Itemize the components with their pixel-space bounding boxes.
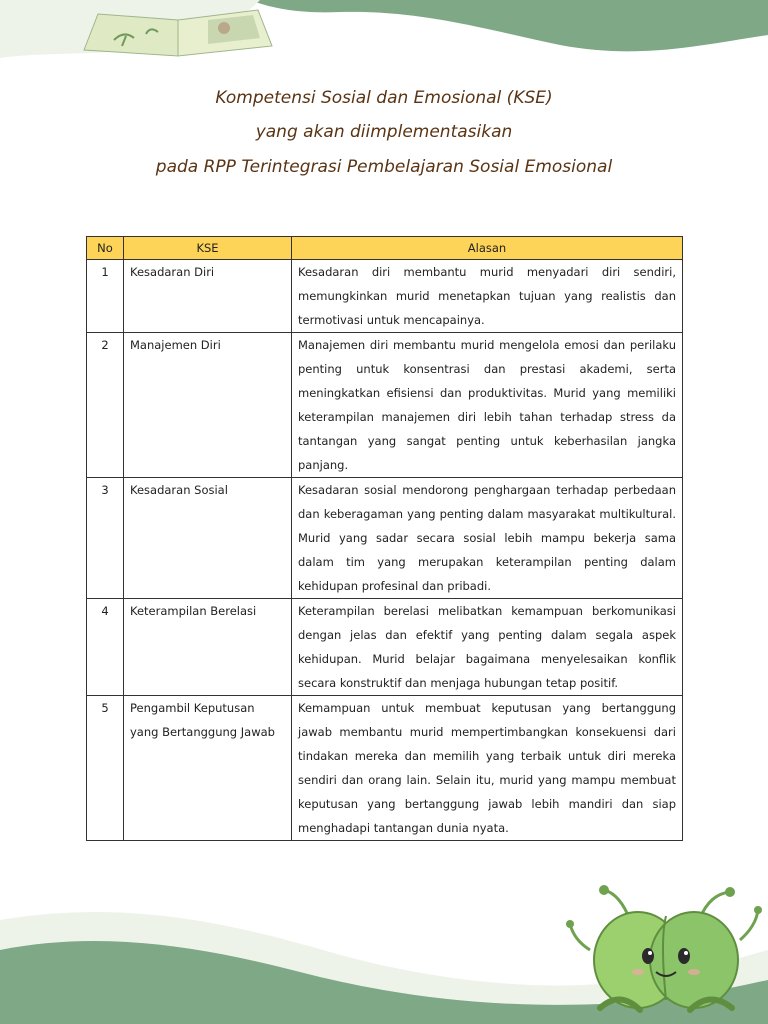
- row-no: 1: [87, 260, 124, 333]
- row-alasan: Kesadaran sosial mendorong penghargaan terhadap perbedaan dan keberagaman yang penting dalam masyarakat multikultural. Murid yang sadar secara sosial lebih mampu bekerja sama dalam tim yang merupakan keterampilan penting dalam kehidupan profesinal dan pribadi.: [292, 478, 683, 599]
- table-row: [87, 696, 683, 841]
- row-kse: Pengambil Keputusan yang Bertanggung Jawab: [124, 696, 292, 841]
- row-alasan: Manajemen diri membantu murid mengelola emosi dan perilaku penting untuk konsentrasi dan prestasi akademi, serta meningkatkan efisiensi dan produktivitas. Murid yang memiliki keterampilan manajemen diri lebih tahan terhadap stress da tantangan yang sangat penting untuk keberhasilan jangka panjang.: [292, 333, 683, 478]
- sprout-mascot-illustration: [560, 880, 768, 1020]
- header-alasan: Alasan: [292, 237, 683, 260]
- row-alasan: Kemampuan untuk membuat keputusan yang bertanggung jawab membantu murid mempertimbangkan konsekuensi dari tindakan mereka dan memilih yang terbaik untuk diri mereka sendiri dan orang lain. Selain itu, murid yang mampu membuat keputusan yang bertanggung jawab lebih mandiri dan siap menghadapi tantangan dunia nyata.: [292, 696, 683, 841]
- table-row: [87, 260, 683, 333]
- row-kse: Kesadaran Diri: [124, 260, 292, 333]
- row-no: 2: [87, 333, 124, 478]
- table-header-row: [87, 237, 683, 260]
- row-no: 5: [87, 696, 124, 841]
- row-no: 3: [87, 478, 124, 599]
- table-row: [87, 599, 683, 696]
- row-kse: Manajemen Diri: [124, 333, 292, 478]
- title-line-1: Kompetensi Sosial dan Emosional (KSE): [215, 88, 553, 108]
- row-kse: Keterampilan Berelasi: [124, 599, 292, 696]
- table-row: [87, 333, 683, 478]
- row-alasan: Kesadaran diri membantu murid menyadari diri sendiri, memungkinkan murid menetapkan tujuan yang realistis dan termotivasi untuk mencapainya.: [292, 260, 683, 333]
- row-alasan: Keterampilan berelasi melibatkan kemampuan berkomunikasi dengan jelas dan efektif yang penting dalam segala aspek kehidupan. Murid belajar bagaimana menyelesaikan konflik secara konstruktif dan menjaga hubungan tetap positif.: [292, 599, 683, 696]
- table-row: [87, 478, 683, 599]
- row-kse: Kesadaran Sosial: [124, 478, 292, 599]
- open-book-illustration: [78, 6, 278, 58]
- title-line-3: pada RPP Terintegrasi Pembelajaran Sosial Emosional: [155, 157, 613, 177]
- header-kse: KSE: [124, 237, 292, 260]
- header-no: No: [87, 237, 124, 260]
- kse-table: [86, 236, 683, 841]
- row-no: 4: [87, 599, 124, 696]
- title-line-2: yang akan diimplementasikan: [255, 122, 513, 142]
